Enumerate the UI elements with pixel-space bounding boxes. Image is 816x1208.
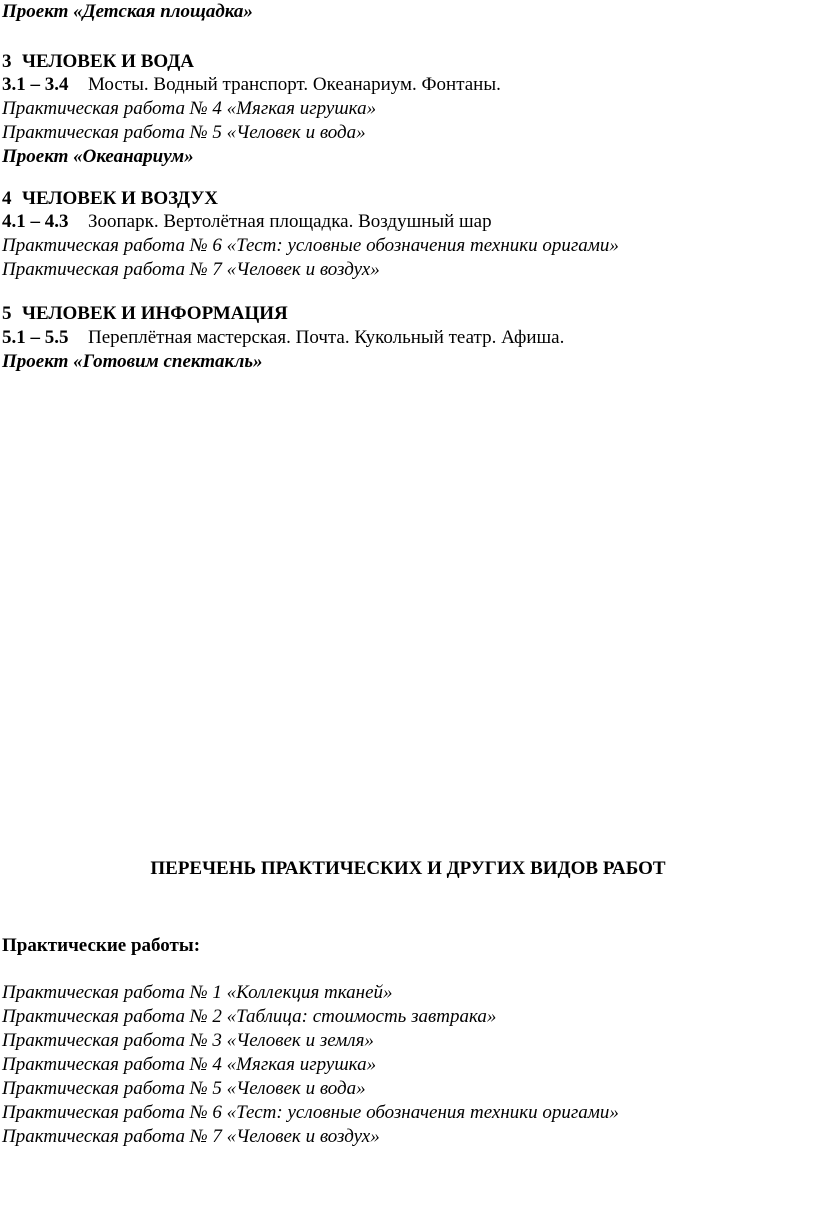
section-5-range: 5.1 – 5.5 <box>2 327 69 348</box>
list-item: Практическая работа № 3 «Человек и земля» <box>2 1030 374 1051</box>
list-item: Практическая работа № 2 «Таблица: стоимость завтрака» <box>2 1006 497 1027</box>
section-3-number: 3 <box>2 51 12 72</box>
section-4-topics: Зоопарк. Вертолётная площадка. Воздушный шар <box>88 211 492 232</box>
section-5-project: Проект «Готовим спектакль» <box>2 351 263 372</box>
list-item: Практическая работа № 6 «Тест: условные обозначения техники оригами» <box>2 1102 619 1123</box>
list-item: Практическая работа № 4 «Мягкая игрушка» <box>2 1054 377 1075</box>
section-5-title: ЧЕЛОВЕК И ИНФОРМАЦИЯ <box>22 303 288 324</box>
list-item: Практическая работа № 7 «Человек и воздух» <box>2 1126 380 1147</box>
practical-works-subheading: Практические работы: <box>2 935 201 956</box>
section-5-number: 5 <box>2 303 12 324</box>
section-5-topics: Переплётная мастерская. Почта. Кукольный театр. Афиша. <box>88 327 565 348</box>
section-5-heading <box>2 302 288 326</box>
section-3-topics: Мосты. Водный транспорт. Океанариум. Фонтаны. <box>88 74 501 95</box>
section-4-work-7: Практическая работа № 7 «Человек и воздух» <box>2 259 380 280</box>
section-4-heading <box>2 187 218 211</box>
section-4-number: 4 <box>2 188 12 209</box>
section-3-project: Проект «Океанариум» <box>2 146 194 167</box>
works-list-heading: ПЕРЕЧЕНЬ ПРАКТИЧЕСКИХ И ДРУГИХ ВИДОВ РАБОТ <box>150 858 666 879</box>
section-3-range: 3.1 – 3.4 <box>2 74 69 95</box>
section-5-topics-line <box>2 326 564 350</box>
project-playground: Проект «Детская площадка» <box>2 1 253 22</box>
section-4-topics-line <box>2 210 492 234</box>
section-3-topics-line <box>2 73 501 97</box>
section-3-heading <box>2 50 194 74</box>
section-3-work-4: Практическая работа № 4 «Мягкая игрушка» <box>2 98 377 119</box>
section-4-work-6: Практическая работа № 6 «Тест: условные обозначения техники оригами» <box>2 235 619 256</box>
list-item: Практическая работа № 1 «Коллекция тканей» <box>2 982 393 1003</box>
section-4-title: ЧЕЛОВЕК И ВОЗДУХ <box>22 188 218 209</box>
section-4-range: 4.1 – 4.3 <box>2 211 69 232</box>
section-3-work-5: Практическая работа № 5 «Человек и вода» <box>2 122 366 143</box>
section-3-title: ЧЕЛОВЕК И ВОДА <box>22 51 195 72</box>
list-item: Практическая работа № 5 «Человек и вода» <box>2 1078 366 1099</box>
